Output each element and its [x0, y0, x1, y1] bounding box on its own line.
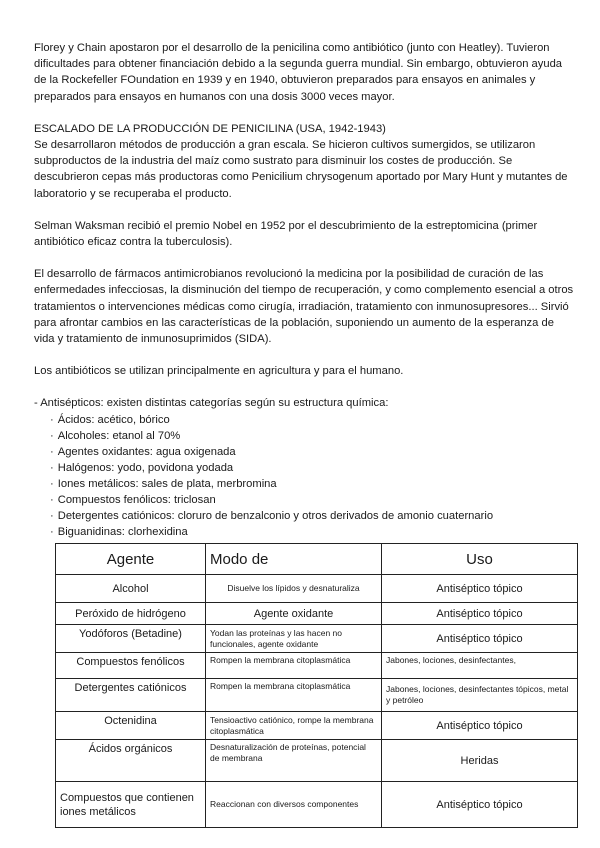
table-cell: Reaccionan con diversos componentes [206, 782, 382, 828]
table-cell: Antiséptico tópico [382, 575, 578, 603]
section-title-escalado: ESCALADO DE LA PRODUCCIÓN DE PENICILINA (USA, 1942-1943) [34, 122, 386, 135]
paragraph-usos-antibioticos: Los antibióticos se utilizan principalmente en agricultura y para el humano. [34, 365, 404, 378]
header-modo: Modo de [206, 544, 382, 575]
list-item: · Iones metálicos: sales de plata, merbromina [34, 476, 574, 492]
table-cell: Jabones, lociones, desinfectantes, [382, 653, 578, 679]
table-cell: Detergentes catiónicos [56, 679, 206, 712]
table-cell: Rompen la membrana citoplasmática [206, 679, 382, 712]
paragraph-florey-chain: Florey y Chain apostaron por el desarrollo de la penicilina como antibiótico (junto con Heatley). Tuvieron dificultades para obtener financiación debido a la segunda guerra mundial. Sin embargo, obtuvieron ayuda de la Rockefeller FOundation en 1939 y en 1940, obtuvieron preparados para ensayos en animales y preparados para ensayos en humanos con una dosis 3000 veces mayor. [34, 42, 563, 103]
table-row [56, 712, 578, 740]
table-cell: Antiséptico tópico [382, 782, 578, 828]
table-cell: Rompen la membrana citoplasmática [206, 653, 382, 679]
table-cell: Jabones, lociones, desinfectantes tópicos, metal y petróleo [382, 679, 578, 712]
table-cell: Alcohol [56, 575, 206, 603]
table-cell: Antiséptico tópico [382, 603, 578, 625]
document-body [34, 40, 574, 540]
table-cell: Octenidina [56, 712, 206, 740]
antiseptic-categories-list [34, 412, 574, 540]
table-cell: Heridas [382, 740, 578, 782]
table-cell: Antiséptico tópico [382, 625, 578, 653]
table-cell: Tensioactivo catiónico, rompe la membrana citoplasmática [206, 712, 382, 740]
table-cell: Antiséptico tópico [382, 712, 578, 740]
table-cell: Disuelve los lípidos y desnaturaliza [206, 575, 382, 603]
table-cell: Compuestos que contienen iones metálicos [56, 782, 206, 828]
paragraph-waksman: Selman Waksman recibió el premio Nobel en 1952 por el descubrimiento de la estreptomicina (primer antibiótico eficaz contra la tuberculosis). [34, 219, 538, 249]
table-row [56, 653, 578, 679]
table-cell: Agente oxidante [206, 603, 382, 625]
table-cell: Ácidos orgánicos [56, 740, 206, 782]
paragraph-escalado: Se desarrollaron métodos de producción a gran escala. Se hicieron cultivos sumergidos, se utilizaron subproductos de la industria del maíz como sustrato para disminuir los costes de producción. Se descubrieron cepas más productoras como Penicilium chrysogenum aportado por Mary Hunt y mutantes de laboratorio y se recuperaba el producto. [34, 139, 568, 200]
list-item: · Ácidos: acético, bórico [34, 412, 574, 428]
antiseptic-table [55, 543, 578, 828]
paragraph-desarrollo-farmacos: El desarrollo de fármacos antimicrobianos revolucionó la medicina por la posibilidad de curación de las enfermedades infecciosas, la disminución del tiempo de recuperación, y como complemento esencial a otros tratamientos o intervenciones médicas como cirugía, irradiación, tratamiento con inmunosupresores... Sirvió para afrontar cambios en las características de la población, suponiendo un aumento de la esperanza de vida y tratamiento de inmunosuprimidos (SIDA). [34, 268, 574, 346]
list-item: · Detergentes catiónicos: cloruro de benzalconio y otros derivados de amonio cuaternario [34, 508, 574, 524]
table-row [56, 603, 578, 625]
table-row [56, 740, 578, 782]
list-intro: - Antisépticos: existen distintas categorías según su estructura química: [34, 397, 389, 410]
table-row [56, 625, 578, 653]
header-uso: Uso [382, 544, 578, 575]
list-item: · Agentes oxidantes: agua oxigenada [34, 444, 574, 460]
table-cell: Peróxido de hidrógeno [56, 603, 206, 625]
table-cell: Desnaturalización de proteínas, potencial de membrana [206, 740, 382, 782]
table-row [56, 782, 578, 828]
list-item: · Halógenos: yodo, povidona yodada [34, 460, 574, 476]
header-agente: Agente [56, 544, 206, 575]
table-cell: Compuestos fenólicos [56, 653, 206, 679]
list-item: · Alcoholes: etanol al 70% [34, 428, 574, 444]
table-row [56, 575, 578, 603]
table-header-row [56, 544, 578, 575]
list-item: · Biguanidinas: clorhexidina [34, 524, 574, 540]
list-item: · Compuestos fenólicos: triclosan [34, 492, 574, 508]
table-cell: Yodan las proteínas y las hacen no funcionales, agente oxidante [206, 625, 382, 653]
table-row [56, 679, 578, 712]
table-cell: Yodóforos (Betadine) [56, 625, 206, 653]
